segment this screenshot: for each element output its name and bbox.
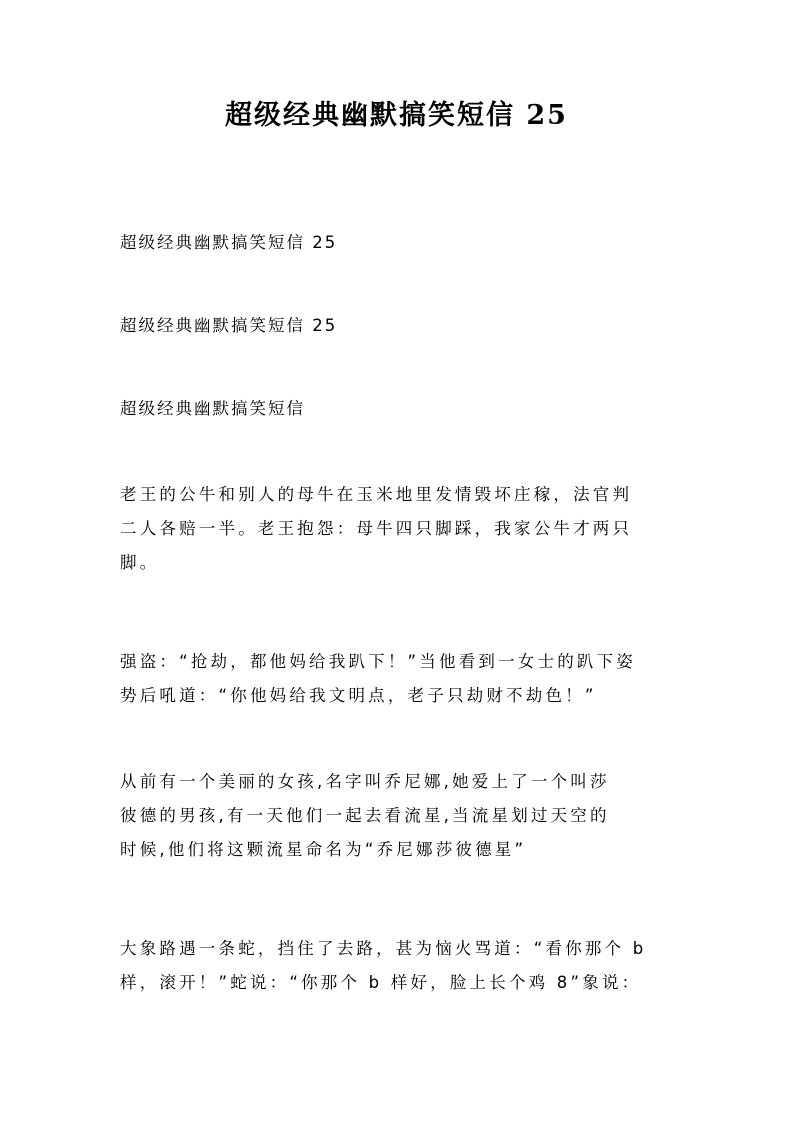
paragraph-farmer [120,478,673,580]
paragraph-line: 彼德的男孩,有一天他们一起去看流星,当流星划过天空的 [120,806,610,825]
paragraph-elephant [120,932,673,1000]
paragraph-line: 强盗：“抢劫，都他妈给我趴下！”当他看到一女士的趴下姿 [120,652,636,671]
document-title: 超级经典幽默搞笑短信 25 [225,100,568,131]
paragraph-robber [120,645,673,713]
paragraph-line: 二人各赔一半。老王抱怨：母牛四只脚踩，我家公牛才两只 [120,519,633,538]
paragraph-line: 样，滚开！”蛇说：“你那个 b 样好，脸上长个鸡 8”象说： [120,973,642,992]
paragraph-line: 老王的公牛和别人的母牛在玉米地里发情毁坏庄稼，法官判 [120,485,633,504]
subtitle-line: 超级经典幽默搞笑短信 25 [120,316,338,335]
paragraph-line: 脚。 [120,553,160,572]
subtitle-line: 超级经典幽默搞笑短信 25 [120,233,338,252]
paragraph-line: 大象路遇一条蛇，挡住了去路，甚为恼火骂道：“看你那个 b [120,939,647,958]
paragraph-meteor [120,765,673,867]
paragraph-line: 势后吼道：“你他妈给我文明点，老子只劫财不劫色！” [120,686,597,705]
paragraph-line: 时候,他们将这颗流星命名为“乔尼娜莎彼德星” [120,840,527,859]
paragraph-line: 从前有一个美丽的女孩,名字叫乔尼娜,她爱上了一个叫莎 [120,772,610,791]
subtitle-line: 超级经典幽默搞笑短信 [120,399,305,418]
